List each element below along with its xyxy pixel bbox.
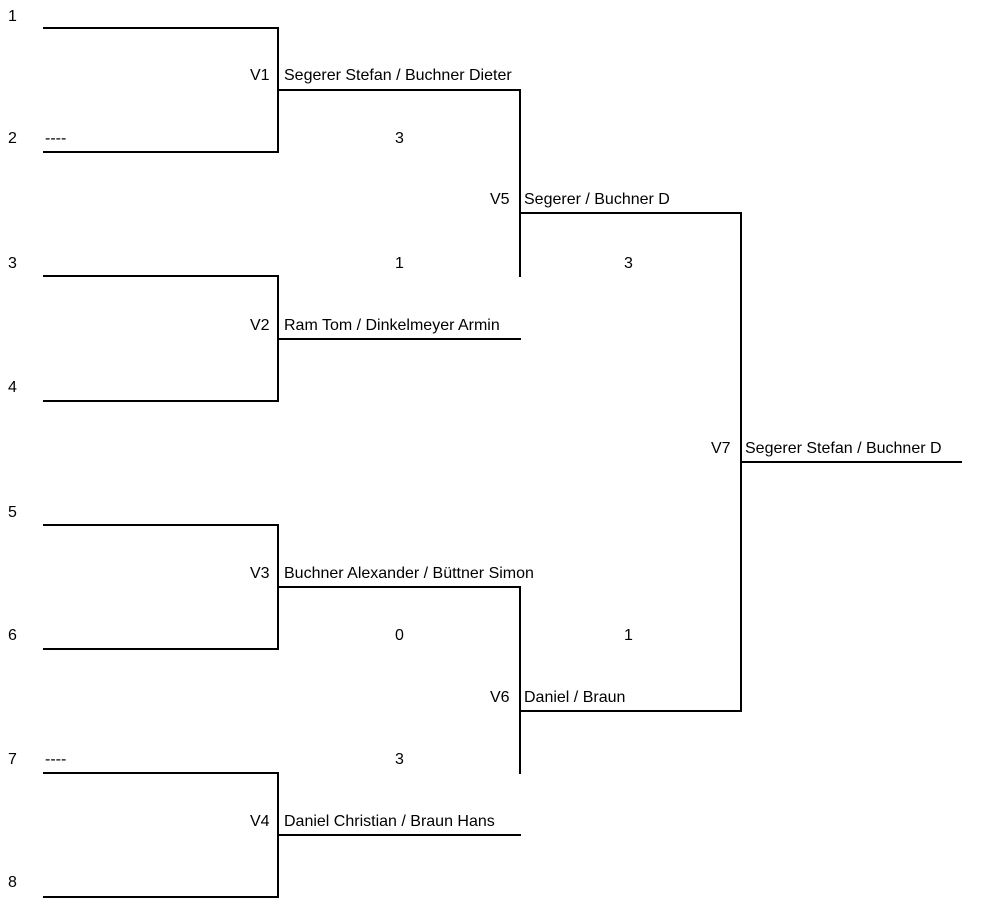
match-winner-v6: Daniel / Braun — [524, 689, 626, 706]
seed-line-6 — [43, 648, 279, 650]
seed-entry-7: ---- — [45, 751, 67, 768]
match-label-v6: V6 — [490, 689, 510, 706]
seed-number-8: 8 — [8, 874, 17, 891]
match-label-v5: V5 — [490, 191, 510, 208]
seed-number-7: 7 — [8, 751, 17, 768]
match-winner-v3: Buchner Alexander / Büttner Simon — [284, 565, 534, 582]
winner-line-v3 — [277, 586, 521, 588]
connector-v6 — [519, 586, 521, 774]
winner-line-v2 — [277, 338, 521, 340]
score-v6-bottom: 3 — [395, 751, 404, 768]
seed-number-3: 3 — [8, 255, 17, 272]
match-winner-v7: Segerer Stefan / Buchner D — [745, 440, 942, 457]
match-label-v7: V7 — [711, 440, 731, 457]
match-label-v4: V4 — [250, 813, 270, 830]
winner-line-v1 — [277, 89, 521, 91]
seed-number-2: 2 — [8, 130, 17, 147]
match-winner-v2: Ram Tom / Dinkelmeyer Armin — [284, 317, 500, 334]
seed-line-5 — [43, 524, 279, 526]
match-winner-v5: Segerer / Buchner D — [524, 191, 670, 208]
connector-v5 — [519, 89, 521, 277]
seed-entry-2: ---- — [45, 130, 67, 147]
score-v6-top: 0 — [395, 627, 404, 644]
match-label-v2: V2 — [250, 317, 270, 334]
match-label-v3: V3 — [250, 565, 270, 582]
score-v7-top: 3 — [624, 255, 633, 272]
winner-line-v5 — [519, 212, 742, 214]
seed-line-3 — [43, 275, 279, 277]
winner-line-v7 — [740, 461, 962, 463]
match-winner-v1: Segerer Stefan / Buchner Dieter — [284, 67, 512, 84]
winner-line-v6 — [519, 710, 742, 712]
seed-number-4: 4 — [8, 379, 17, 396]
score-v7-bottom: 1 — [624, 627, 633, 644]
match-label-v1: V1 — [250, 67, 270, 84]
seed-line-1 — [43, 27, 279, 29]
seed-line-4 — [43, 400, 279, 402]
score-v5-top: 3 — [395, 130, 404, 147]
match-winner-v4: Daniel Christian / Braun Hans — [284, 813, 495, 830]
score-v5-bottom: 1 — [395, 255, 404, 272]
seed-line-2 — [43, 151, 279, 153]
seed-line-8 — [43, 896, 279, 898]
seed-number-1: 1 — [8, 8, 17, 25]
winner-line-v4 — [277, 834, 521, 836]
seed-number-5: 5 — [8, 504, 17, 521]
seed-line-7 — [43, 772, 279, 774]
seed-number-6: 6 — [8, 627, 17, 644]
